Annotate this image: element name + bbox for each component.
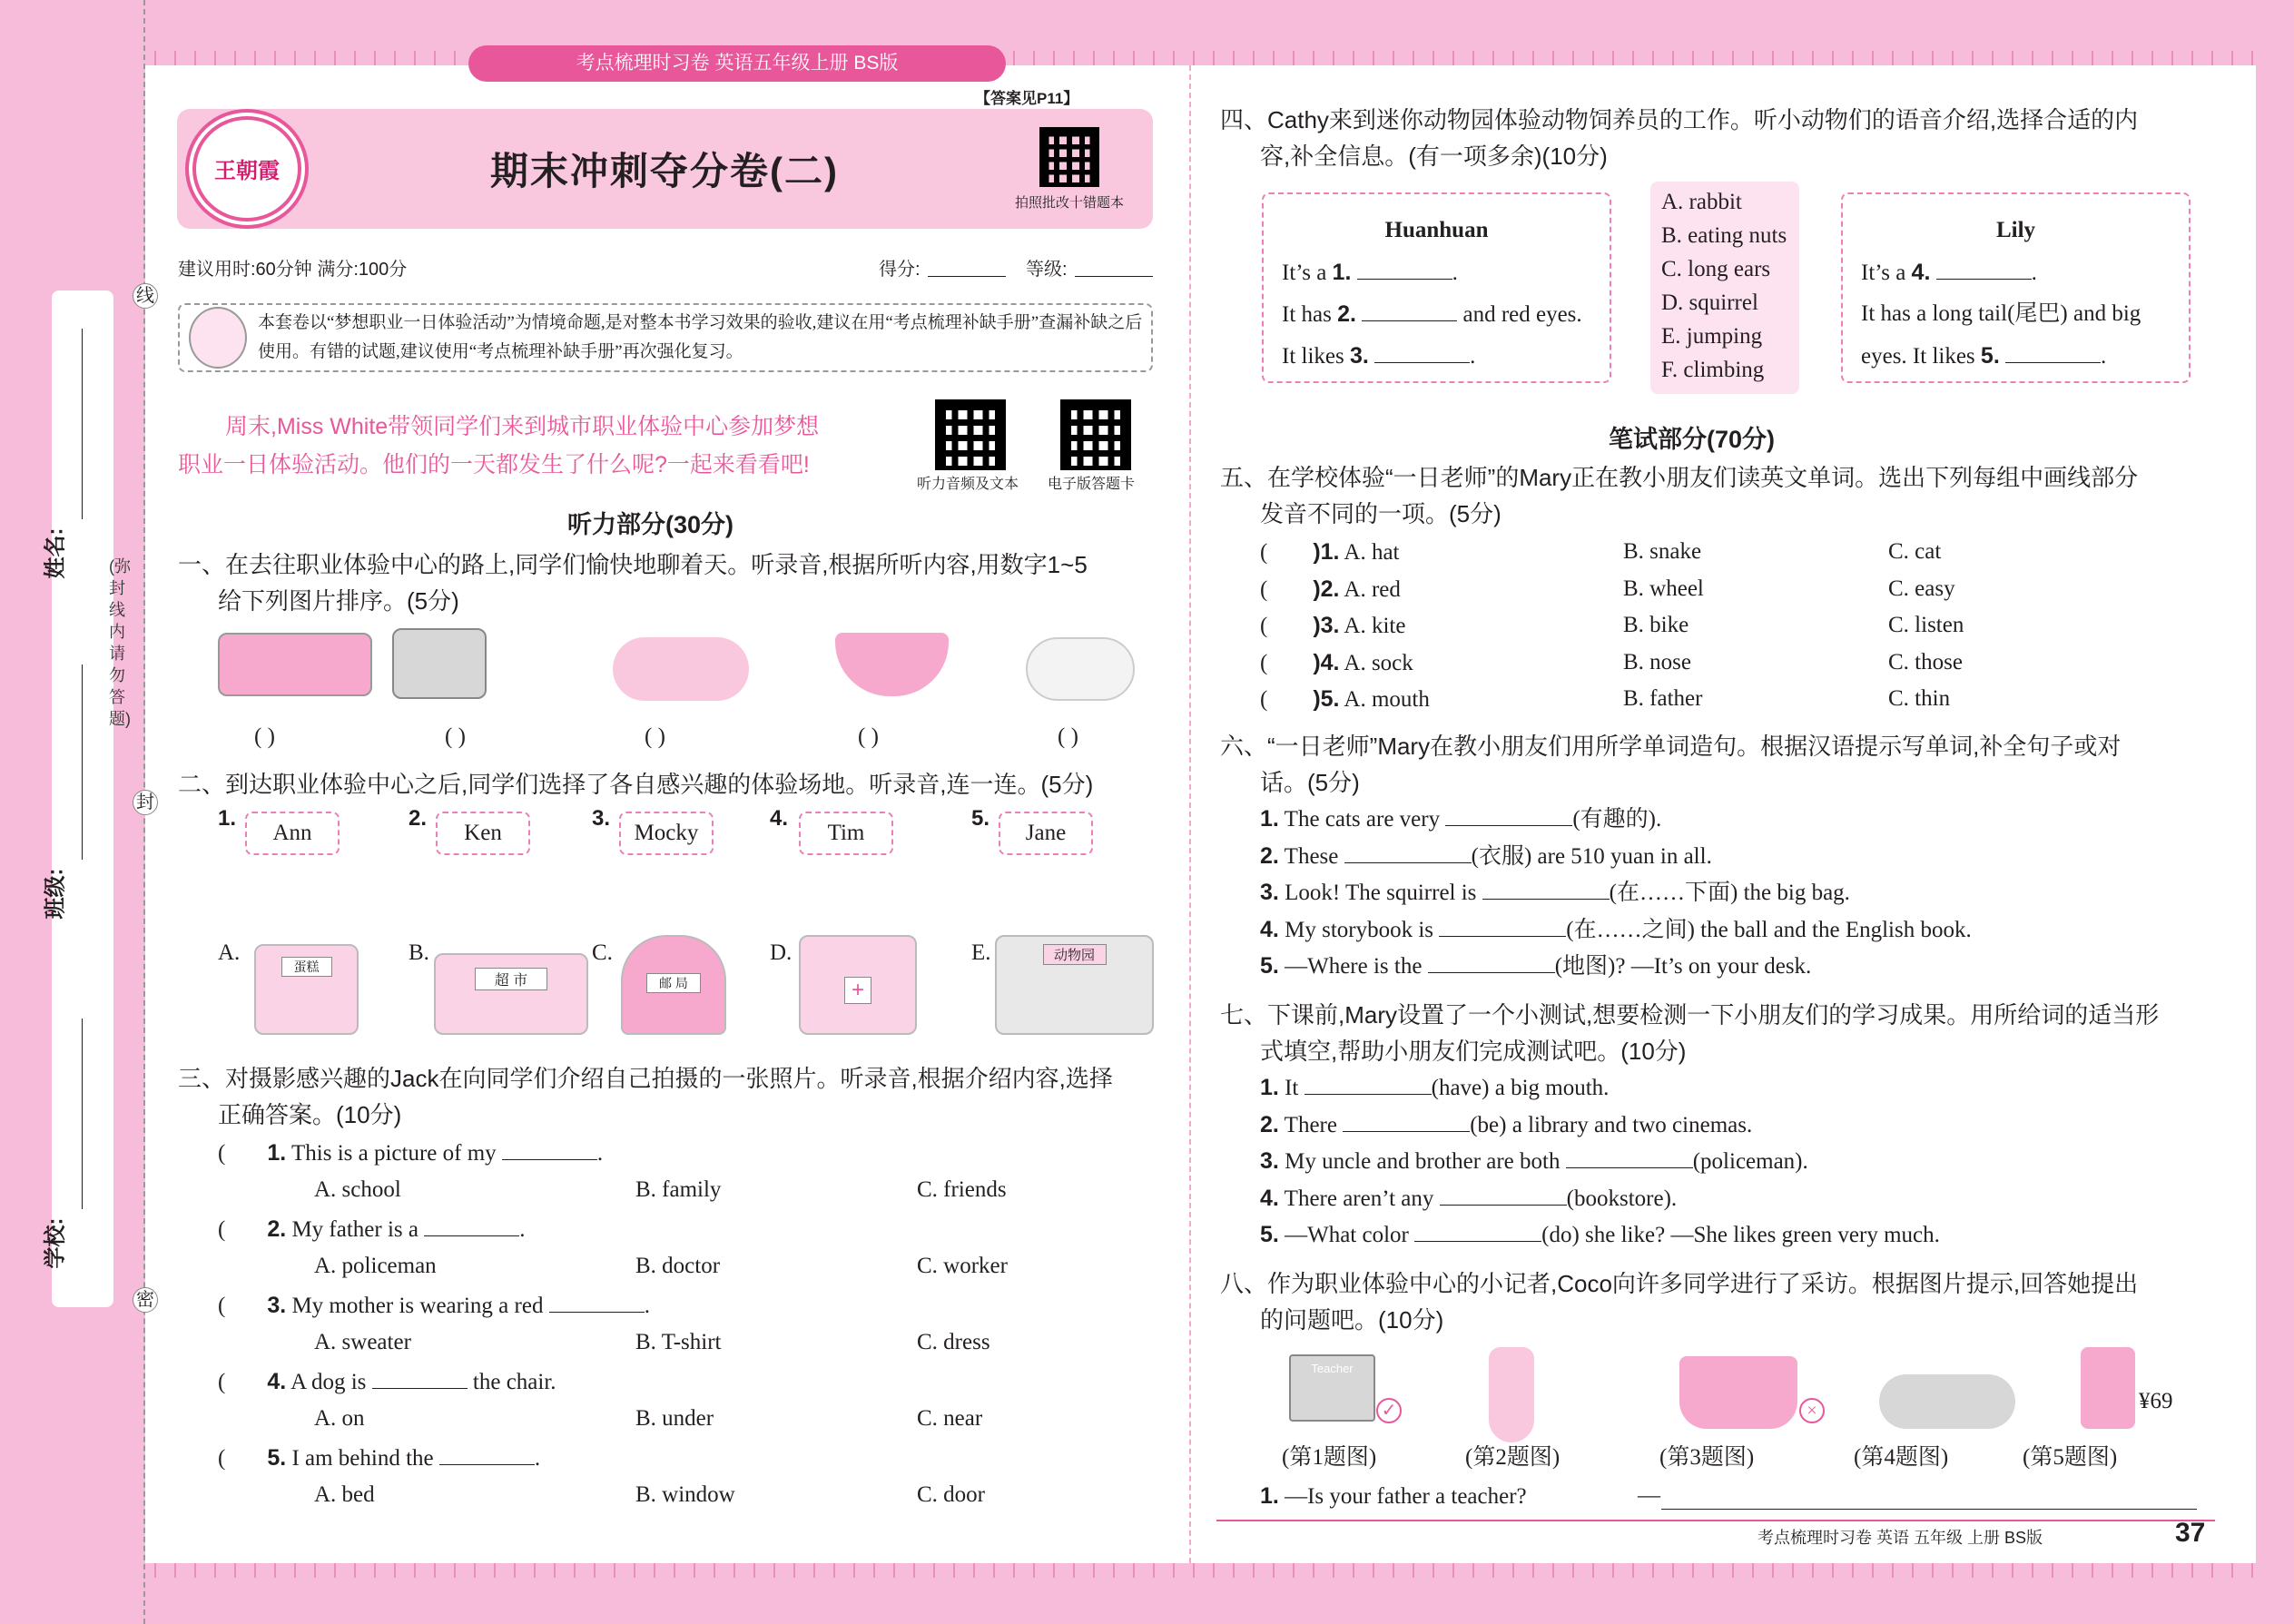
name-box-tim[interactable]: Tim [799,812,893,855]
place-letter-c: C. [592,940,613,965]
hospital-cross-icon: + [844,977,871,1004]
q5-number-1: )1. [1313,539,1340,565]
q7-2-hint: (be) [1470,1112,1507,1137]
name-box-mocky[interactable]: Mocky [619,812,714,855]
q7-5-text: —What color [1285,1223,1409,1247]
q6-5-hint: (地图)? [1554,954,1626,979]
q2-number-4: 4. [770,806,789,831]
paper-title: 期末冲刺夺分卷(二) [490,150,839,192]
q7-number-5: 5. [1260,1222,1279,1247]
q8-caption-2: (第2题图) [1465,1445,1561,1470]
q3-5-option-a[interactable]: A. bed [314,1482,375,1507]
q6-1-text: The cats are very [1284,807,1441,832]
q7-number-3: 3. [1260,1148,1279,1174]
intro-text: 本套卷以“梦想职业一日体验活动”为情境命题,是对整本书学习效果的验收,建议在用“考点梳理补缺手册”查漏补缺之后使用。有错的试题,建议使用“考点梳理补缺手册”再次强化复习。 [258,313,1143,361]
q3-3-option-b[interactable]: B. T-shirt [635,1330,722,1354]
q5-number-5: )5. [1313,686,1340,712]
answer-card-qr-code[interactable] [1060,399,1131,470]
teacher-board-text: Teacher [1311,1362,1354,1375]
lily-line2: It has a long tail(尾巴) and big [1861,301,2141,326]
score-field[interactable] [928,276,1006,277]
q2-instruction: 二、到达职业体验中心之后,同学们选择了各自感兴趣的体验场地。听录音,连一连。(5分) [178,771,1094,798]
q2-number-5: 5. [971,806,990,831]
q4-option-f[interactable]: F. climbing [1661,358,1765,382]
q6-3-text: Look! The squirrel is [1285,881,1477,905]
q3-4-option-b[interactable]: B. under [635,1406,714,1431]
name-box-jane[interactable]: Jane [999,812,1093,855]
supermarket-sign: 超 市 [475,968,547,990]
q6-instruction-2: 话。(5分) [1260,769,1360,796]
q3-item-2: ( 2. My father is a . A. policeman B. doctor C. worker [218,1211,1162,1288]
q6-3-hint: (在……下面) [1609,881,1738,905]
q2-name-row [218,802,1171,857]
huanhuan-line1: It’s a [1282,261,1327,285]
q5-1-option-c[interactable]: C. cat [1888,539,1942,564]
q5-5-option-c[interactable]: C. thin [1888,686,1951,711]
written-title: 笔试部分(70分) [1609,426,1776,453]
q3-instruction-2: 正确答案。(10分) [218,1101,402,1128]
q3-question-3: My mother is wearing a red [291,1294,544,1318]
q7-5-end: she like? —She likes green very much. [1585,1223,1940,1247]
classroom-picture [392,628,487,699]
post-office-sign: 邮 局 [646,973,701,993]
place-letter-b: B. [409,940,429,965]
q3-question-2-end: . [519,1217,526,1242]
q5-item-3: ( )3. A. kite B. bike C. listen [1260,607,2222,645]
q8-caption-5: (第5题图) [2023,1445,2118,1470]
school-label: 学校: [43,1217,68,1269]
q6-blank-1[interactable] [1445,803,1572,826]
cake-shop-picture[interactable] [254,944,359,1035]
q5-item-4: ( )4. A. sock B. nose C. those [1260,645,2222,682]
seal-notice: (弥 封 线 内 请 勿 答 题) [109,557,131,728]
q8-answer-line-1[interactable] [1661,1509,2197,1510]
q5-item-2: ( )2. A. red B. wheel C. easy [1260,571,2222,608]
q5-5-option-b[interactable]: B. father [1623,686,1703,711]
q5-1-option-a[interactable]: A. hat [1344,540,1400,565]
q4-number-3: 3. [1350,343,1369,369]
q4-blank-2[interactable] [1362,299,1457,321]
place-letter-e: E. [971,940,991,965]
shirt-price: ¥69 [2139,1389,2173,1413]
q8-caption-1: (第1题图) [1282,1445,1377,1470]
dresses-picture [1679,1356,1797,1429]
huanhuan-line2: It has [1282,302,1332,327]
q1-paren-4[interactable]: ( ) [858,724,879,749]
q5-instruction-1: 五、在学校体验“一日老师”的Mary正在教小朋友们读英文单词。选出下列每组中画线部分 [1220,464,2139,491]
q3-number-3: 3. [267,1293,287,1318]
q6-list [1260,801,2222,985]
q6-4-end: the ball and the English book. [1700,917,1972,942]
q3-question-1: This is a picture of my [291,1141,497,1166]
name-box-ken[interactable]: Ken [436,812,530,855]
q7-3-hint: (policeman) [1692,1149,1803,1174]
series-banner: 考点梳理时习卷 英语五年级上册 BS版 [468,45,1006,82]
lily-line1: It’s a [1861,261,1906,285]
q6-item-1 [1260,801,2222,838]
q6-blank-2[interactable] [1344,841,1472,863]
q3-question-4: A dog is [290,1370,367,1394]
q6-number-5: 5. [1260,953,1279,979]
page-number: 37 [2175,1518,2206,1548]
name-field[interactable] [82,329,83,519]
post-office-picture[interactable] [621,935,726,1035]
q3-blank-4[interactable] [372,1366,468,1389]
q7-instruction-2: 式填空,帮助小朋友们完成测试吧。(10分) [1260,1038,1687,1065]
q2-number-2: 2. [409,806,428,831]
q7-instruction-1: 七、下课前,Mary设置了一个小测试,想要检测一下小朋友们的学习成果。用所给词的适当形 [1220,1001,2160,1029]
q3-item-1: ( 1. This is a picture of my . A. school B. family C. friends [218,1135,1162,1212]
q3-item-3: ( 3. My mother is wearing a red . A. sweater B. T-shirt C. dress [218,1287,1162,1364]
q5-4-option-a[interactable]: A. sock [1344,650,1413,675]
shirt-picture [2081,1347,2135,1429]
story-line-2: 职业一日体验活动。他们的一天都发生了什么呢?一起来看看吧! [178,452,810,477]
grade-field[interactable] [1075,276,1153,277]
top-wave-border [145,51,2256,65]
q1-paren-5[interactable]: ( ) [1058,724,1078,749]
seal-mark-seal: 封 [133,790,158,815]
q8-answer-dash: — [1638,1483,1660,1508]
story-line-1: 周末,Miss White带领同学们来到城市职业体验中心参加梦想 [225,414,820,439]
q7-number-2: 2. [1260,1111,1279,1137]
q3-blank-5[interactable] [439,1442,535,1465]
answer-card-qr-caption: 电子版答题卡 [1048,477,1136,492]
q7-1-hint: (have) [1431,1076,1490,1100]
q7-5-hint: (do) [1541,1223,1580,1247]
rabbits-picture [1026,637,1135,701]
q1-instruction-2: 给下列图片排序。(5分) [218,587,459,615]
q3-question-4-end: the chair. [472,1370,556,1394]
q3-item-4: ( 4. A dog is the chair. A. on B. under C. near [218,1363,1162,1441]
q3-3-option-a[interactable]: A. sweater [314,1330,411,1354]
q5-list [1260,534,2222,718]
q7-item-1 [1260,1069,2222,1107]
q4-blank-3[interactable] [1374,340,1470,363]
q7-3-end: . [1802,1149,1808,1174]
q5-number-2: )2. [1313,576,1340,602]
q5-4-option-c[interactable]: C. those [1888,649,1963,674]
q3-3-option-c[interactable]: C. dress [917,1330,990,1354]
q7-4-hint: (bookstore) [1566,1186,1671,1211]
q3-item-5: ( 5. I am behind the . A. bed B. window C. door [218,1440,1162,1517]
check-mark-icon: ✓ [1376,1398,1402,1423]
huanhuan-name: Huanhuan [1384,218,1489,242]
seal-mark-line: 线 [133,283,158,309]
q6-2-hint: (衣服) [1471,843,1532,869]
huanhuan-line3: It likes [1282,344,1344,369]
q5-number-4: )4. [1313,649,1340,675]
q5-3-option-b[interactable]: B. bike [1623,613,1689,637]
q3-question-3-end: . [644,1294,650,1318]
correction-qr-code[interactable] [1039,127,1099,187]
lily-line3-end: . [2101,344,2107,369]
q8-caption-3: (第3题图) [1659,1445,1755,1470]
q7-blank-1[interactable] [1305,1072,1432,1095]
school-field[interactable] [82,1019,83,1209]
q3-number-2: 2. [267,1216,287,1242]
q4-number-4: 4. [1911,260,1931,285]
q3-instruction-1: 三、对摄影感兴趣的Jack在向同学们介绍自己拍摄的一张照片。听录音,根据介绍内容,选择 [178,1065,1113,1092]
listening-title: 听力部分(30分) [567,511,734,538]
lily-line1-end: . [2031,261,2037,285]
q6-blank-4[interactable] [1439,914,1566,937]
q6-4-hint: (在……之间) [1566,917,1695,942]
q2-number-1: 1. [218,806,237,831]
q3-5-option-c[interactable]: C. door [917,1482,985,1507]
q7-blank-4[interactable] [1440,1183,1567,1206]
q7-1-end: a big mouth. [1494,1076,1610,1100]
footer-rule [1216,1520,2215,1521]
q4-number-1: 1. [1332,260,1352,285]
q2-place-row [218,935,1171,1035]
q4-option-b[interactable]: B. eating nuts [1661,223,1787,248]
q8-number-1: 1. [1260,1483,1279,1509]
q7-3-text: My uncle and brother are both [1285,1149,1561,1174]
huanhuan-line1-end: . [1452,261,1458,285]
q6-number-2: 2. [1260,842,1279,869]
q6-2-end: are 510 yuan in all. [1537,843,1712,869]
name-box-ann[interactable]: Ann [245,812,340,855]
q6-5-end: —It’s on your desk. [1630,954,1812,979]
q8-question-1: —Is your father a teacher? [1285,1484,1527,1509]
q4-options-box [1650,182,1799,394]
q5-number-3: )3. [1313,613,1340,638]
class-field[interactable] [82,664,83,860]
q8-instruction-1: 八、作为职业体验中心的小记者,Coco向许多同学进行了采访。根据图片提示,回答她提出 [1220,1270,2139,1297]
q6-number-3: 3. [1260,880,1279,905]
q6-2-text: These [1284,843,1339,869]
q5-item-1: ( )1. A. hat B. snake C. cat [1260,534,2222,571]
audio-qr-caption: 听力音频及文本 [917,477,1019,492]
q4-option-c[interactable]: C. long ears [1661,257,1771,281]
q5-2-option-a[interactable]: A. red [1344,576,1401,602]
q7-item-2 [1260,1107,2222,1144]
q6-4-text: My storybook is [1285,917,1434,942]
q4-option-e[interactable]: E. jumping [1661,324,1763,349]
q7-item-4 [1260,1180,2222,1217]
huanhuan-line2-end: and red eyes. [1462,302,1582,327]
q6-3-end: the big bag. [1743,881,1850,905]
skirt-picture [835,633,949,696]
q3-number-4: 4. [267,1369,287,1394]
q3-question-5: I am behind the [291,1446,434,1471]
q6-item-4 [1260,911,2222,949]
q4-blank-4[interactable] [1936,257,2032,280]
q4-blank-5[interactable] [2005,340,2101,363]
huanhuan-line3-end: . [1470,344,1476,369]
score-label: 得分: [879,260,921,280]
q5-4-option-b[interactable]: B. nose [1623,649,1691,674]
q3-2-option-a[interactable]: A. policeman [314,1254,437,1278]
q8-instruction-2: 的问题吧。(10分) [1260,1306,1444,1334]
lily-line3: eyes. It likes [1861,344,1975,369]
q4-number-2: 2. [1337,301,1356,327]
elephants-picture [1879,1374,2015,1429]
q5-1-option-b[interactable]: B. snake [1623,539,1702,564]
footer-series: 考点梳理时习卷 英语 五年级 上册 BS版 [1757,1529,2043,1547]
answer-reference: 【答案见P11】 [975,90,1079,107]
q6-item-3 [1260,874,2222,911]
q1-paren-1[interactable]: ( ) [254,724,275,749]
q1-paren-3[interactable]: ( ) [645,724,665,749]
q7-blank-2[interactable] [1343,1109,1470,1132]
q4-number-5: 5. [1980,343,2000,369]
q7-4-end: . [1670,1186,1678,1211]
q5-2-option-c[interactable]: C. easy [1888,576,1955,601]
q6-blank-3[interactable] [1482,877,1610,900]
q7-item-3 [1260,1143,2222,1180]
q4-option-a[interactable]: A. rabbit [1661,190,1742,214]
q3-number-1: 1. [267,1140,287,1166]
q3-question-1-end: . [596,1141,604,1166]
q4-option-d[interactable]: D. squirrel [1661,290,1758,315]
q5-3-option-c[interactable]: C. listen [1888,613,1964,637]
q7-2-text: There [1284,1112,1337,1137]
q4-blank-1[interactable] [1357,257,1452,280]
q3-question-5-end: . [534,1446,541,1471]
q3-1-option-c[interactable]: C. friends [917,1177,1007,1202]
q6-5-text: —Where is the [1285,954,1423,979]
q7-item-5 [1260,1216,2222,1254]
place-letter-a: A. [218,940,241,965]
q7-1-text: It [1285,1076,1299,1100]
q3-2-option-c[interactable]: C. worker [917,1254,1008,1278]
q7-2-end: a library and two cinemas. [1511,1112,1753,1137]
brand-logo-text: 王朝霞 [214,159,280,183]
q5-instruction-2: 发音不同的一项。(5分) [1260,500,1501,527]
q3-4-option-a[interactable]: A. on [314,1406,365,1431]
grade-label: 等级: [1026,260,1068,280]
cake-shop-sign: 蛋糕 [281,957,332,977]
time-and-full-score: 建议用时:60分钟 满分:100分 [178,260,408,280]
q3-blank-1[interactable] [502,1137,597,1160]
lily-name: Lily [1995,218,2036,242]
brand-logo [192,116,301,221]
supermarket-picture[interactable] [434,953,588,1035]
cat-and-balls-picture [613,637,749,701]
q3-number-5: 5. [267,1445,287,1471]
q7-number-4: 4. [1260,1185,1279,1211]
q7-list [1260,1069,2222,1254]
hospital-picture[interactable] [799,935,917,1035]
q5-3-option-a[interactable]: A. kite [1344,614,1406,638]
q3-blank-3[interactable] [549,1290,645,1313]
q6-1-end: . [1656,807,1662,832]
q3-2-option-b[interactable]: B. doctor [635,1254,721,1278]
zoo-picture[interactable] [995,935,1154,1035]
q5-2-option-b[interactable]: B. wheel [1623,576,1704,601]
bus-picture [218,633,372,696]
qr-caption: 拍照批改十错题本 [1015,195,1125,211]
q3-question-2: My father is a [291,1217,418,1242]
ballerina-picture [1489,1347,1534,1442]
q2-number-3: 3. [592,806,611,831]
q5-item-5: ( )5. A. mouth B. father C. thin [1260,681,2222,718]
q7-number-1: 1. [1260,1075,1279,1100]
q6-instruction-1: 六、“一日老师”Mary在教小朋友们用所学单词造句。根据汉语提示写单词,补全句子或对 [1220,733,2122,760]
student-info-strip [52,290,113,1307]
name-label: 姓名: [43,527,68,579]
q7-blank-3[interactable] [1566,1146,1693,1168]
q4-options-list [1661,185,1787,387]
q4-instruction-2: 容,补全信息。(有一项多余)(10分) [1260,143,1608,170]
cross-mark-icon: × [1799,1398,1825,1423]
zoo-sign: 动物园 [1043,944,1107,965]
q6-item-5 [1260,948,2222,985]
q6-blank-5[interactable] [1428,950,1555,973]
q4-instruction-1: 四、Cathy来到迷你动物园体验动物饲养员的工作。听小动物们的语音介绍,选择合适的内 [1220,106,2139,133]
teacher-picture [1289,1354,1375,1422]
q1-paren-2[interactable]: ( ) [445,724,466,749]
q3-5-option-b[interactable]: B. window [635,1482,735,1507]
place-letter-d: D. [770,940,793,965]
huanhuan-card [1262,192,1611,383]
girl-avatar-icon [189,307,247,369]
seal-mark-secret: 密 [133,1287,158,1313]
q3-4-option-c[interactable]: C. near [917,1406,983,1431]
bottom-wave-border [145,1563,2256,1578]
q1-instruction-1: 一、在去往职业体验中心的路上,同学们愉快地聊着天。听录音,根据所听内容,用数字1~5 [178,551,1088,578]
q5-5-option-a[interactable]: A. mouth [1344,687,1430,712]
q3-1-option-b[interactable]: B. family [635,1177,722,1202]
q6-number-4: 4. [1260,916,1279,942]
exam-page [43,53,2256,1563]
q6-1-hint: (有趣的) [1572,807,1657,832]
q6-item-2 [1260,838,2222,875]
audio-qr-code[interactable] [935,399,1006,470]
q7-blank-5[interactable] [1414,1219,1541,1242]
q6-number-1: 1. [1260,806,1279,832]
q3-1-option-a[interactable]: A. school [314,1177,401,1202]
page-divider [1189,65,1191,1563]
class-label: 班级: [43,868,68,920]
q8-caption-4: (第4题图) [1854,1445,1949,1470]
q7-4-text: There aren’t any [1284,1186,1434,1211]
lily-card [1841,192,2191,383]
q3-blank-2[interactable] [424,1214,519,1236]
